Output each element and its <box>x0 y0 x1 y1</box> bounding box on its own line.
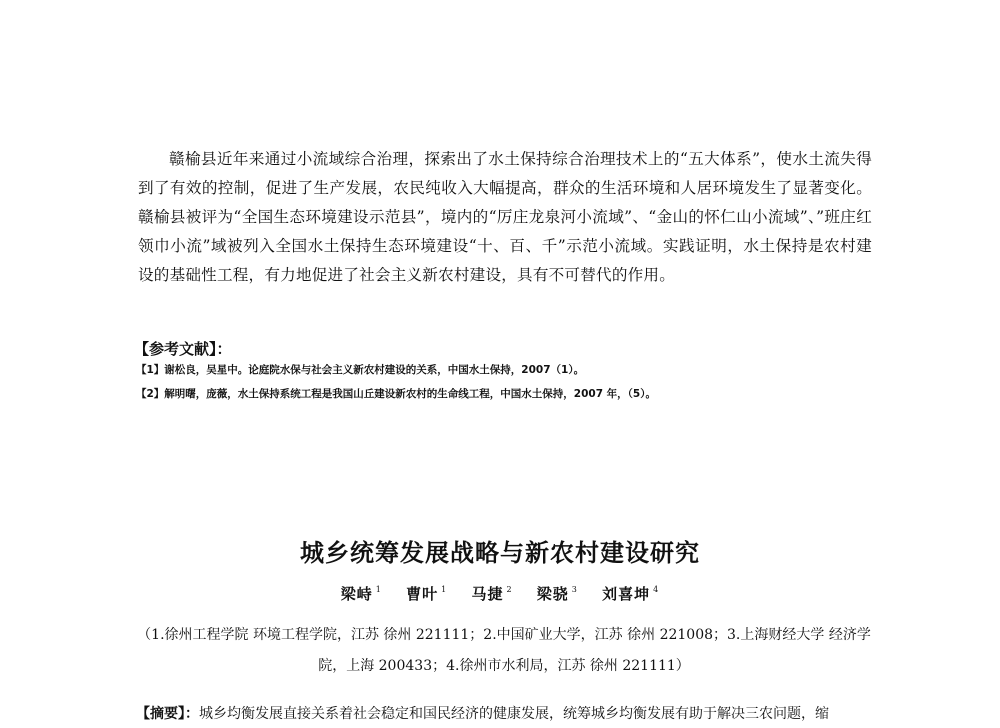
author-affiliation-number: 1 <box>441 585 448 594</box>
abstract-label: 【摘要】： <box>136 706 199 722</box>
author-affiliation-number: 2 <box>506 585 513 594</box>
author-affiliation-number: 4 <box>653 585 660 594</box>
abstract <box>136 700 876 728</box>
reference-item-2: 【2】解明曙，庞薇，水土保持系统工程是我国山丘建设新农村的生命线工程，中国水土保持，2007 年，（5）。 <box>136 388 656 400</box>
author <box>471 585 512 603</box>
article-title: 城乡统筹发展战略与新农村建设研究 <box>300 539 700 567</box>
author-name: 刘喜坤 <box>602 585 651 603</box>
author <box>406 585 447 603</box>
author-name: 梁骁 <box>536 585 569 603</box>
author <box>537 585 578 603</box>
reference-item-1: 【1】谢松良，吴星中。论庭院水保与社会主义新农村建设的关系，中国水土保持，2007（1）。 <box>136 364 585 376</box>
references-heading: 【参考文献】： <box>134 340 232 358</box>
author-name: 马捷 <box>471 585 504 603</box>
body-paragraph: 赣榆县近年来通过小流域综合治理，探索出了水土保持综合治理技术上的“五大体系”，使水土流失得到了有效的控制，促进了生产发展，农民纯收入大幅提高，群众的生活环境和人居环境发生了显著变化。赣榆县被评为“全国生态环境建设示范县”，境内的“厉庄龙泉河小流域”、“金山的怀仁山小流域”、”班庄红领巾小流”域被列入全国水土保持生态环境建设“十、百、千”示范小流域。实践证明，水土保持是农村建设的基础性工程，有力地促进了社会主义新农村建设，具有不可替代的作用。 <box>138 150 872 284</box>
abstract-text: 城乡均衡发展直接关系着社会稳定和国民经济的健康发展，统筹城乡均衡发展有助于解决三农问题，缩 <box>199 706 829 722</box>
author-affiliation-number: 3 <box>571 585 578 594</box>
author-name: 梁峙 <box>340 585 373 603</box>
author-name: 曹叶 <box>406 585 439 603</box>
affiliations: （1.徐州工程学院 环境工程学院，江苏 徐州 221111；2.中国矿业大学，江苏 徐州 221008；3.上海财经大学 经济学院，上海 200433；4.徐州市水利局，江苏 徐州 221111） <box>137 627 871 674</box>
author-affiliation-number: 1 <box>375 585 382 594</box>
author <box>341 585 382 603</box>
author-list <box>0 583 1000 604</box>
author <box>602 585 659 603</box>
